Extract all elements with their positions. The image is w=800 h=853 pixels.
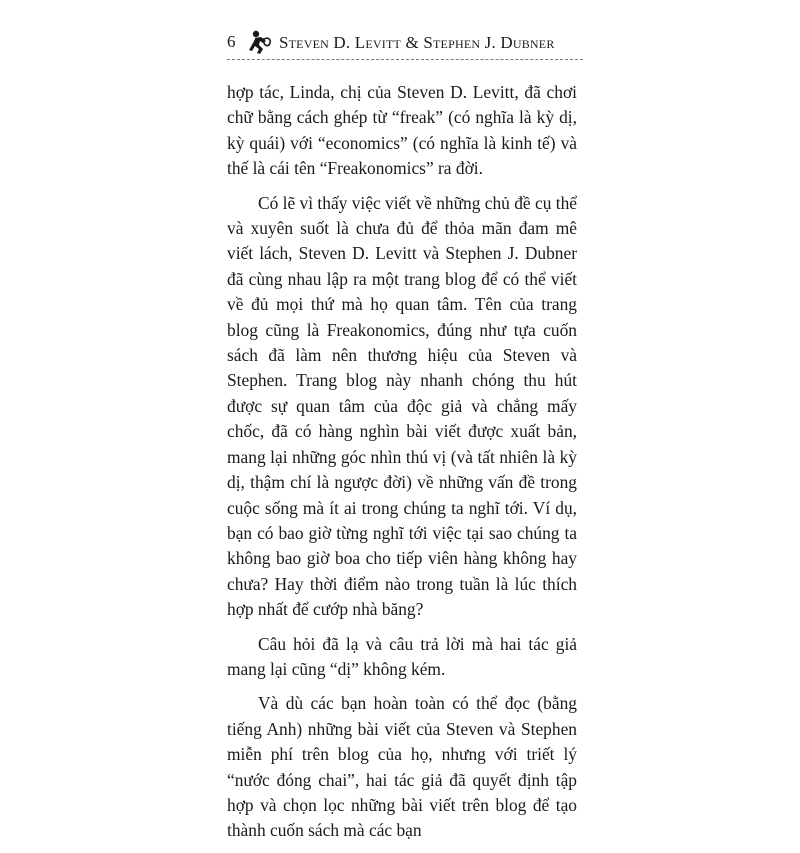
running-head-authors: Steven D. Levitt & Stephen J. Dubner — [279, 33, 555, 52]
running-head — [227, 30, 583, 62]
body-text — [227, 80, 577, 853]
running-figure-icon — [249, 30, 273, 56]
paragraph: Câu hỏi đã lạ và câu trả lời mà hai tác giả mang lại cũng “dị” không kém. — [227, 633, 577, 679]
paragraph: Có lẽ vì thấy việc viết về những chủ đề cụ thể và xuyên suốt là chưa đủ để thỏa mãn đam mê viết lách, Steven D. Levitt và Stephen J. Dubner đã cùng nhau lập ra một trang blog để có thể viết về đủ mọi thứ mà họ quan tâm. Tên của trang blog cũng là Freakonomics, đúng như tựa cuốn sách đã làm nên thương hiệu của Steven và Stephen. Trang blog này nhanh chóng thu hút được sự quan tâm của độc giả và chẳng mấy chốc, đã có hàng nghìn bài viết được xuất bản, mang lại những góc nhìn thú vị (và tất nhiên là kỳ dị, thậm chí là ngược đời) về những vấn đề trong cuộc sống mà ít ai trong chúng ta nghĩ tới. Ví dụ, bạn có bao giờ từng nghĩ tới việc tại sao chúng ta không bao giờ boa cho tiếp viên hàng không hay chưa? Hay thời điểm nào trong tuần là lúc thích hợp nhất để cướp nhà băng? — [227, 192, 577, 620]
paragraph: Và dù các bạn hoàn toàn có thể đọc (bằng tiếng Anh) những bài viết của Steven và Stephen miễn phí trên blog của họ, nhưng với triết lý “nước đóng chai”, hai tác giả đã quyết định tập hợp và chọn lọc những bài viết trên blog để tạo thành cuốn sách mà các bạn — [227, 693, 577, 841]
page-number: 6 — [227, 32, 236, 51]
header-divider — [227, 59, 583, 60]
paragraph-continued: hợp tác, Linda, chị của Steven D. Levitt, đã chơi chữ bằng cách ghép từ “freak” (có nghĩa là kỳ dị, kỳ quái) với “economics” (có nghĩa là kinh tế) và thế là cái tên “Freakonomics” ra đời. — [227, 82, 577, 179]
